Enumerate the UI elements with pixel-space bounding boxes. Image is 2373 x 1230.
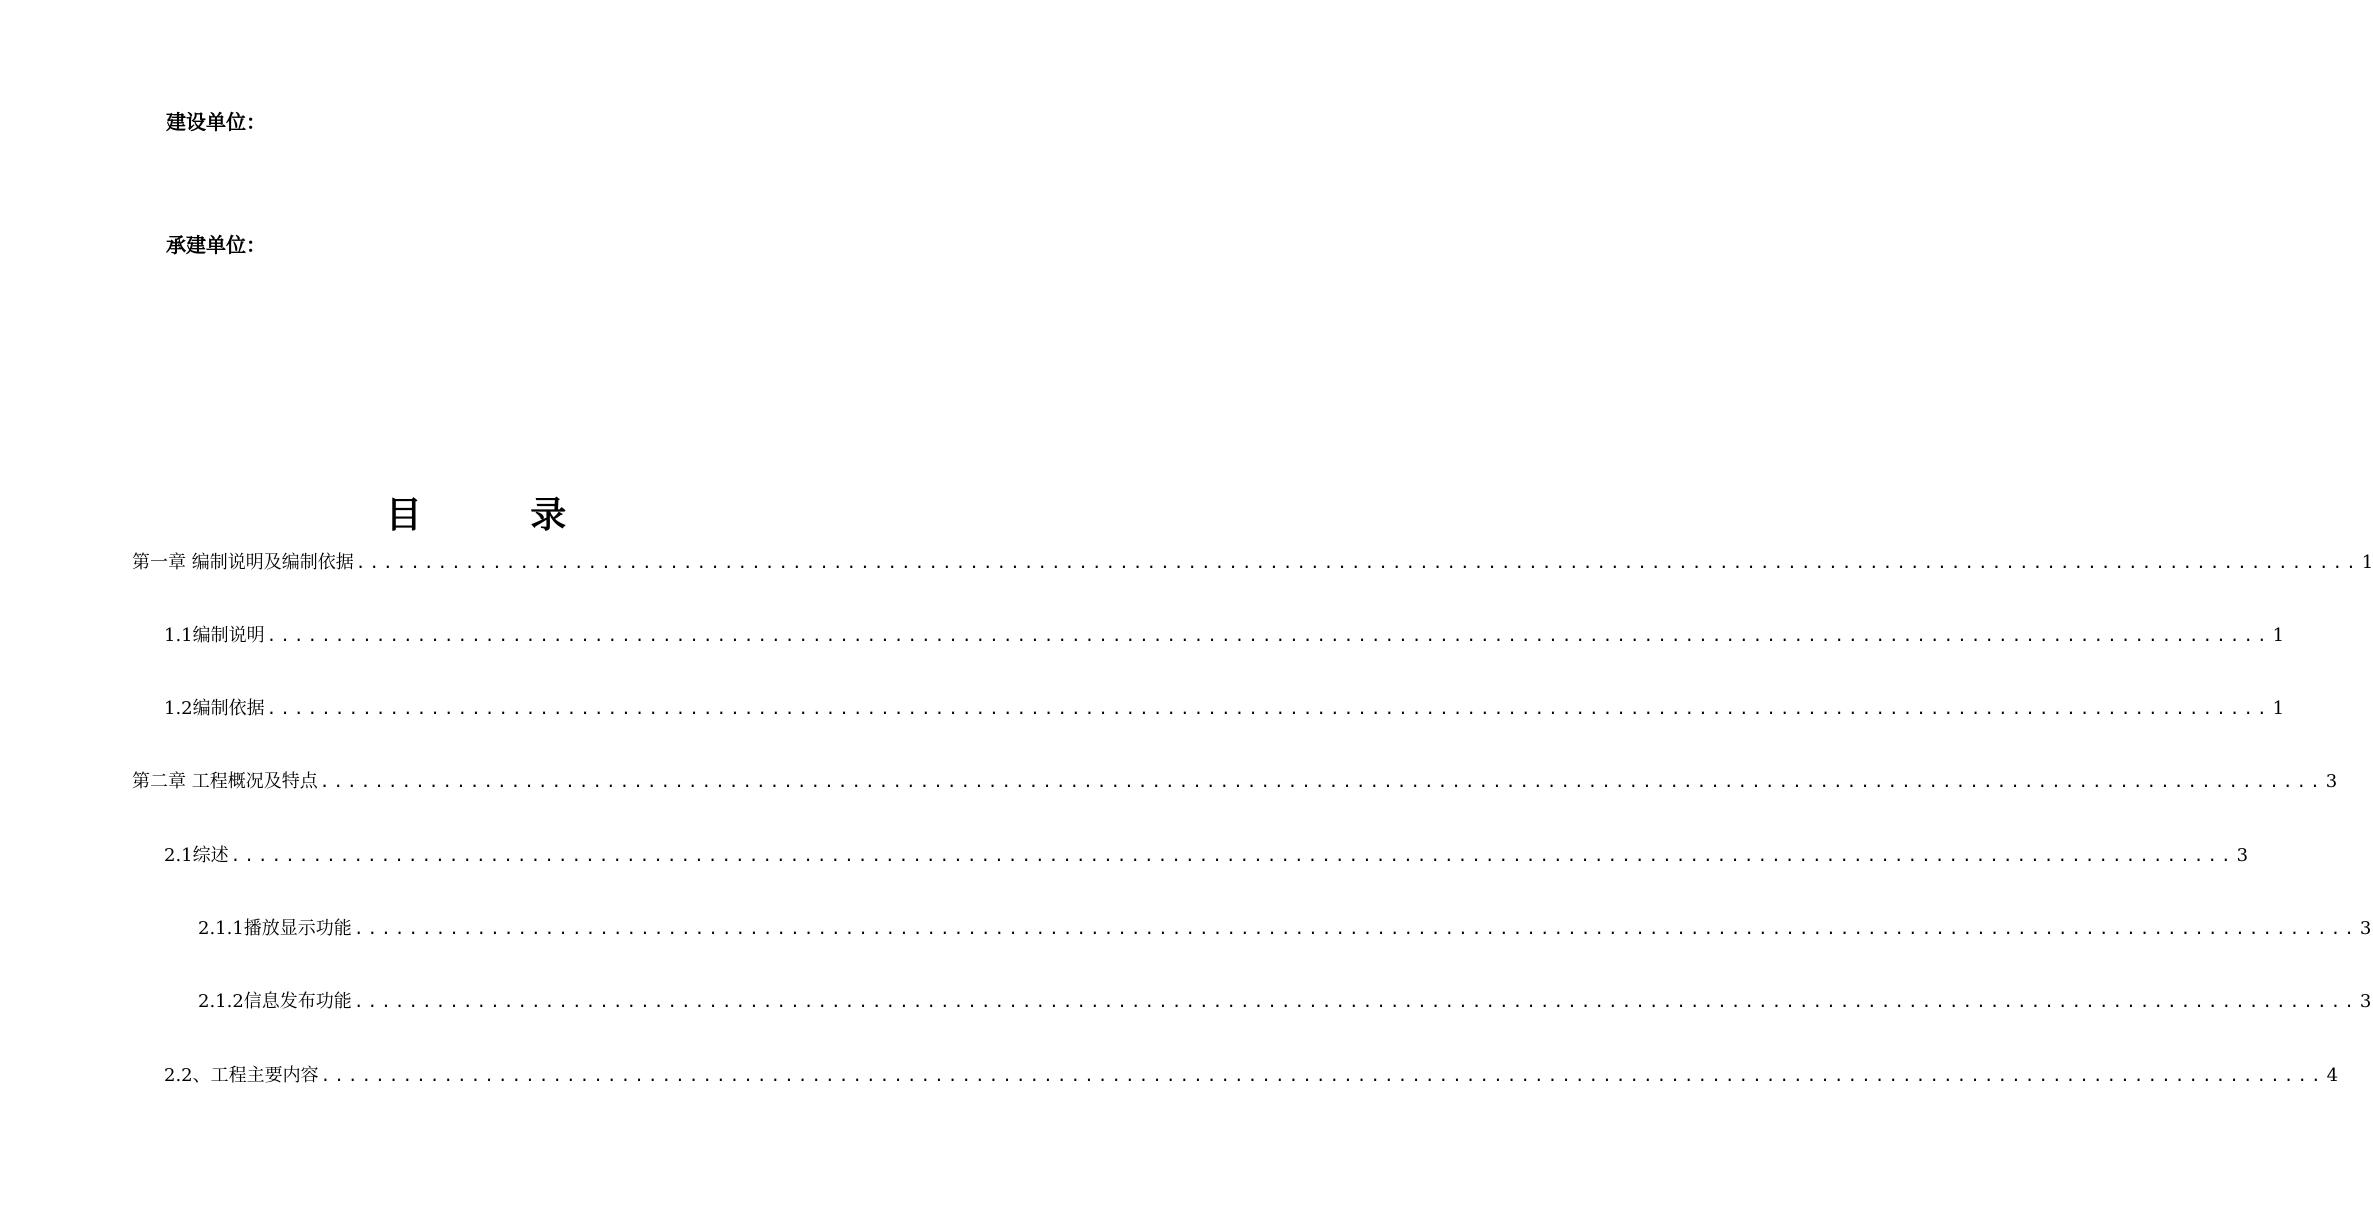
toc-leader-dots: ................................................................................................................................................... <box>266 699 2271 718</box>
toc-leader-dots: ................................................................................................................................................... <box>355 553 2360 572</box>
toc-entry-2-1[interactable] <box>164 843 2249 869</box>
toc-page-number: 3 <box>2359 991 2372 1012</box>
toc-entry-2-1-1[interactable] <box>198 916 2372 942</box>
toc-page-number: 3 <box>2325 771 2338 792</box>
toc-entry-2-1-2[interactable] <box>198 989 2372 1015</box>
toc-page-number: 3 <box>2236 845 2249 866</box>
toc-entry-chapter-1[interactable] <box>132 550 2373 576</box>
toc-entry-1-2[interactable] <box>164 696 2285 722</box>
toc-entry-1-1[interactable] <box>164 623 2285 649</box>
toc-entry-2-2[interactable] <box>164 1063 2339 1089</box>
toc-leader-dots: ................................................................................................................................................... <box>230 846 2235 865</box>
toc-page-number: 1 <box>2272 625 2285 646</box>
toc-leader-dots: ................................................................................................................................................... <box>266 626 2271 645</box>
toc-entry-text: 第一章 编制说明及编制依据 <box>132 552 354 573</box>
toc-entry-text: 2.1综述 <box>164 845 229 866</box>
toc-entry-text: 1.1编制说明 <box>164 625 265 646</box>
toc-entry-text: 1.2编制依据 <box>164 698 265 719</box>
toc-page-number: 4 <box>2326 1065 2339 1086</box>
toc-leader-dots: ................................................................................................................................................... <box>319 772 2324 791</box>
toc-entry-chapter-2[interactable] <box>132 769 2338 795</box>
toc-entry-text: 2.1.1播放显示功能 <box>198 918 352 939</box>
toc-page-number: 3 <box>2359 918 2372 939</box>
toc-leader-dots: ................................................................................................................................................... <box>353 992 2358 1011</box>
toc-page-number: 1 <box>2272 698 2285 719</box>
toc-leader-dots: ................................................................................................................................................... <box>353 919 2358 938</box>
contractor-unit-label: 承建单位： <box>166 233 266 257</box>
toc-entry-text: 2.1.2信息发布功能 <box>198 991 352 1012</box>
construction-unit-label: 建设单位： <box>166 110 266 134</box>
toc-leader-dots: ................................................................................................................................................... <box>320 1066 2325 1085</box>
toc-page-number: 1 <box>2361 552 2373 573</box>
toc-entry-text: 2.2、工程主要内容 <box>164 1065 319 1086</box>
toc-entry-text: 第二章 工程概况及特点 <box>132 771 318 792</box>
toc-title: 目 录 <box>385 495 615 536</box>
